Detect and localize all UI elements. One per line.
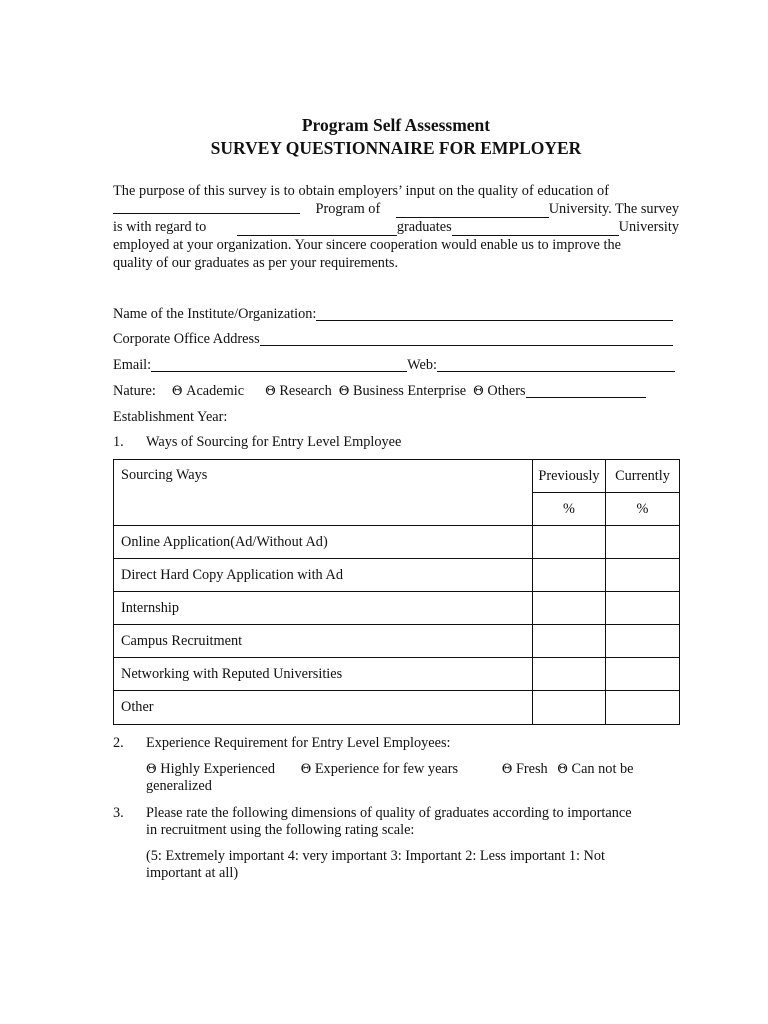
radio-circle-icon: Θ [338,384,350,399]
radio-circle-icon: Θ [300,762,312,777]
establishment-label: Establishment Year: [113,409,228,425]
purpose-line-3: is with regard to graduates University [113,219,679,235]
sourcing-way-label: Networking with Reputed Universities [114,658,533,691]
address-label: Corporate Office Address [113,331,260,347]
purpose-line-2: Program of University. The survey [113,200,679,218]
sourcing-ways-header: Sourcing Ways [114,460,533,526]
email-input-line[interactable] [151,358,407,372]
graduates-university-blank[interactable] [452,222,619,236]
purpose-line-4: employed at your organization. Your sincere cooperation would enable us to improve the [113,237,621,253]
experience-option-few-years[interactable]: Θ Experience for few years [300,761,459,777]
email-label: Email: [113,357,152,373]
currently-cell[interactable] [606,526,680,559]
university-name-blank[interactable] [396,204,549,218]
nature-label: Nature: [113,383,156,399]
previously-cell[interactable] [533,691,606,725]
q3-line-1: Please rate the following dimensions of quality of graduates according to importance [146,805,632,821]
sourcing-way-label: Campus Recruitment [114,625,533,658]
sourcing-way-label: Online Application(Ad/Without Ad) [114,526,533,559]
radio-circle-icon: Θ [473,384,484,399]
sourcing-way-label: Internship [114,592,533,625]
document-title: Program Self Assessment [301,115,491,135]
institute-field-row [113,306,673,323]
previously-cell[interactable] [533,658,606,691]
experience-option-fresh[interactable]: Θ Fresh [501,761,548,777]
currently-header: Currently [606,460,680,493]
previously-cell[interactable] [533,526,606,559]
document-subtitle: SURVEY QUESTIONNAIRE FOR EMPLOYER [210,138,582,158]
email-web-row [113,357,675,374]
previously-header: Previously [533,460,606,493]
q3-line-2: in recruitment using the following rating scale: [146,822,415,838]
currently-cell[interactable] [606,691,680,725]
currently-cell[interactable] [606,559,680,592]
purpose-paragraph [113,182,679,272]
nature-option-research[interactable]: Θ Research [265,383,332,399]
previously-cell[interactable] [533,559,606,592]
rating-scale-line-2: important at all) [146,865,239,881]
q2-text: Experience Requirement for Entry Level Employees: [146,735,451,751]
table-row [114,691,680,725]
radio-circle-icon: Θ [171,384,183,399]
q3-number: 3. [113,805,124,821]
graduates-program-blank[interactable] [237,222,397,236]
currently-cell[interactable] [606,658,680,691]
table-row [114,625,680,658]
table-row [114,559,680,592]
currently-cell[interactable] [606,625,680,658]
rating-scale-line-1: (5: Extremely important 4: very important 3: Important 2: Less important 1: Not [146,848,606,864]
q2-continuation: generalized [146,778,212,794]
nature-row [113,383,646,400]
institute-input-line[interactable] [316,308,673,321]
currently-unit: % [606,493,680,526]
table-row [114,592,680,625]
previously-cell[interactable] [533,592,606,625]
purpose-line-1: The purpose of this survey is to obtain employers’ input on the quality of education of [113,183,610,199]
program-name-blank[interactable] [113,200,300,214]
radio-circle-icon: Θ [557,762,568,777]
nature-option-academic[interactable]: Θ Academic [171,383,245,399]
radio-circle-icon: Θ [265,384,276,399]
web-label: Web: [407,357,437,373]
previously-unit: % [533,493,606,526]
sourcing-way-label: Other [114,691,533,725]
web-input-line[interactable] [437,359,675,372]
institute-label: Name of the Institute/Organization: [113,306,317,322]
previously-cell[interactable] [533,625,606,658]
radio-circle-icon: Θ [501,762,513,777]
purpose-line-5: quality of our graduates as per your requirements. [113,255,399,271]
address-field-row [113,331,673,348]
others-input-line[interactable] [526,384,646,398]
currently-cell[interactable] [606,592,680,625]
q2-number: 2. [113,735,124,751]
radio-circle-icon: Θ [146,762,157,777]
experience-option-highly[interactable]: Θ Highly Experienced [146,761,275,777]
nature-option-business[interactable]: Θ Business Enterprise [338,383,467,399]
experience-option-cannot-generalize[interactable]: Θ Can not be [557,761,634,777]
sourcing-table [113,459,680,725]
address-input-line[interactable] [260,333,673,346]
q1-number: 1. [113,434,124,450]
table-row [114,526,680,559]
sourcing-way-label: Direct Hard Copy Application with Ad [114,559,533,592]
q2-options-row [146,761,634,778]
nature-option-others[interactable]: Θ Others [473,383,526,399]
table-row [114,658,680,691]
q1-text: Ways of Sourcing for Entry Level Employee [146,434,402,450]
